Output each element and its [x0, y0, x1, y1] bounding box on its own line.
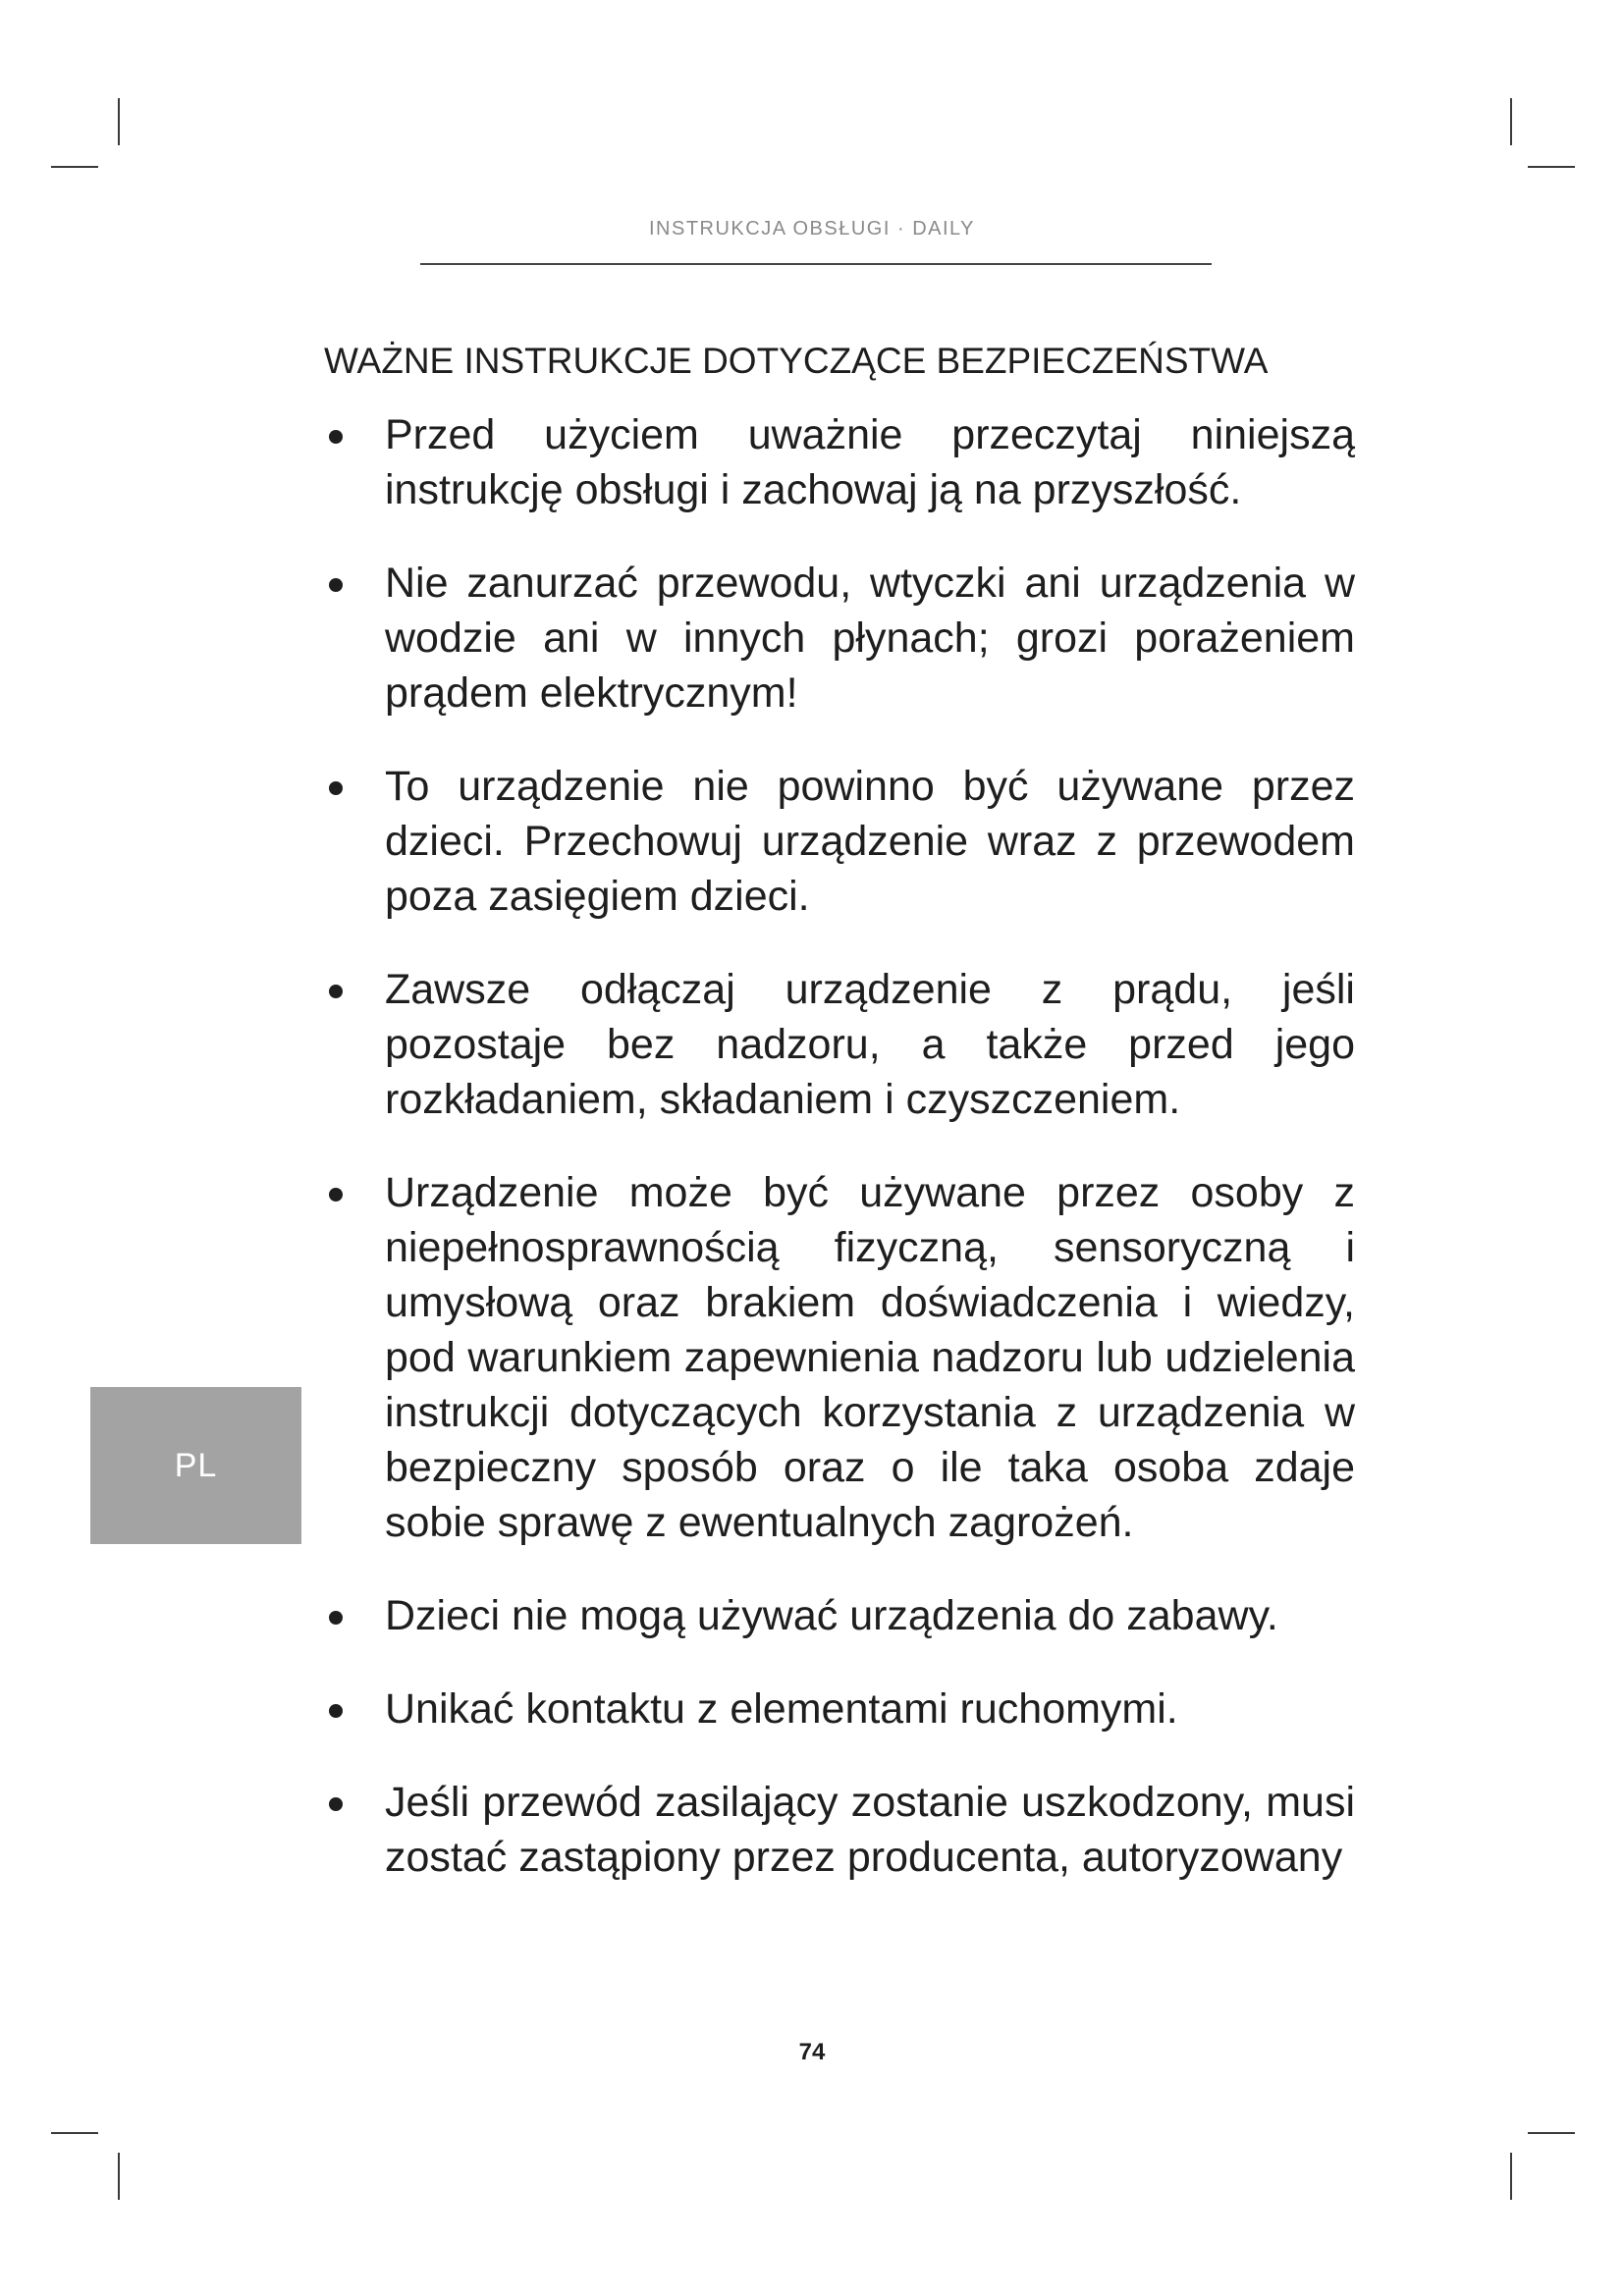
crop-mark-top-left-vertical — [118, 98, 120, 145]
bullet-icon — [329, 578, 343, 592]
list-item-text: Zawsze odłączaj urządzenie z prądu, jeśli pozostaje bez nadzoru, a także przed jego rozkładaniem, składaniem i czyszczeniem. — [385, 966, 1355, 1123]
crop-mark-bottom-right-vertical — [1510, 2153, 1512, 2200]
list-item — [324, 962, 1355, 1127]
language-tab — [90, 1387, 301, 1544]
list-item — [324, 759, 1355, 924]
crop-mark-top-left-horizontal — [51, 166, 98, 168]
list-item-text: Nie zanurzać przewodu, wtyczki ani urządzenia w wodzie ani w innych płynach; grozi porażeniem prądem elektrycznym! — [385, 560, 1355, 717]
bullet-icon — [329, 1188, 343, 1201]
bullet-icon — [329, 985, 343, 998]
bullet-icon — [329, 781, 343, 795]
list-item-text: Dzieci nie mogą używać urządzenia do zabawy. — [385, 1592, 1278, 1639]
list-item — [324, 1165, 1355, 1550]
list-item-text: Przed użyciem uważnie przeczytaj niniejszą instrukcję obsługi i zachowaj ją na przyszłość. — [385, 411, 1355, 513]
list-item — [324, 1775, 1355, 1885]
language-tab-label: PL — [174, 1446, 218, 1484]
header-divider — [420, 263, 1212, 265]
list-item — [324, 1588, 1355, 1643]
bullet-icon — [329, 1797, 343, 1811]
bullet-icon — [329, 430, 343, 444]
page-number: 74 — [798, 2039, 826, 2065]
crop-mark-bottom-left-vertical — [118, 2153, 120, 2200]
crop-mark-top-right-horizontal — [1528, 166, 1575, 168]
crop-mark-bottom-right-horizontal — [1528, 2132, 1575, 2134]
list-item-text: To urządzenie nie powinno być używane przez dzieci. Przechowuj urządzenie wraz z przewodem poza zasięgiem dzieci. — [385, 763, 1355, 920]
list-item-text: Urządzenie może być używane przez osoby z niepełnosprawnością fizyczną, sensoryczną i umysłową oraz brakiem doświadczenia i wiedzy, pod warunkiem zapewnienia nadzoru lub udzielenia instrukcji dotyczących korzystania z urządzenia w bezpieczny sposób oraz o ile taka osoba zdaje sobie sprawę z ewentualnych zagrożeń. — [385, 1169, 1355, 1546]
list-item-text: Unikać kontaktu z elementami ruchomymi. — [385, 1685, 1178, 1733]
crop-mark-top-right-vertical — [1510, 98, 1512, 145]
instruction-list — [324, 407, 1424, 1885]
bullet-icon — [329, 1611, 343, 1625]
section-title: WAŻNE INSTRUKCJE DOTYCZĄCE BEZPIECZEŃSTWA — [324, 341, 1269, 381]
crop-mark-bottom-left-horizontal — [51, 2132, 98, 2134]
bullet-icon — [329, 1704, 343, 1718]
list-item — [324, 1682, 1355, 1736]
safety-instructions-section — [324, 339, 1424, 1923]
running-header: INSTRUKCJA OBSŁUGI · DAILY — [648, 218, 976, 240]
list-item — [324, 556, 1355, 721]
list-item-text: Jeśli przewód zasilający zostanie uszkodzony, musi zostać zastąpiony przez producenta, autoryzowany — [385, 1779, 1355, 1881]
list-item — [324, 407, 1355, 517]
